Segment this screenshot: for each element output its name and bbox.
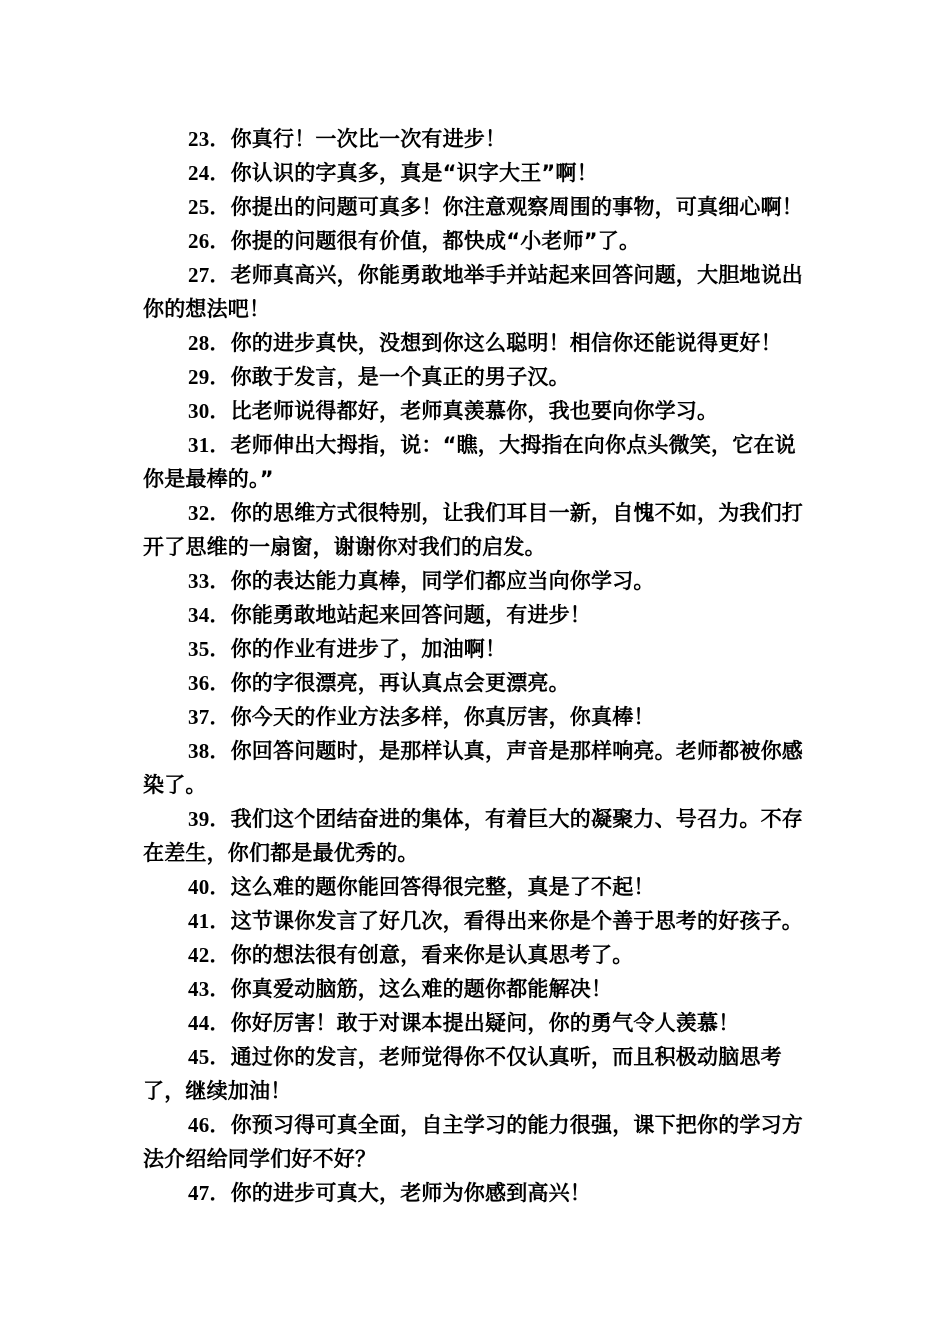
paragraph-item — [143, 496, 813, 564]
item-text: 你能勇敢地站起来回答问题，有进步！ — [230, 603, 592, 627]
item-number: 23． — [188, 127, 231, 151]
item-text: 通过你的发言，老师觉得你不仅认真听，而且积极动脑思考了，继续加油！ — [143, 1045, 782, 1103]
paragraph-item — [143, 700, 813, 734]
item-number: 32． — [188, 501, 231, 525]
item-number: 41． — [188, 909, 231, 933]
item-text: 你提出的问题可真多！你注意观察周围的事物，可真细心啊！ — [230, 195, 804, 219]
item-text: 比老师说得都好，老师真羡慕你，我也要向你学习。 — [230, 399, 719, 423]
item-number: 34． — [188, 603, 231, 627]
item-text: 你的表达能力真棒，同学们都应当向你学习。 — [230, 569, 655, 593]
item-text: 你预习得可真全面，自主学习的能力很强，课下把你的学习方法介绍给同学们好不好？ — [143, 1113, 804, 1171]
paragraph-item — [143, 1176, 813, 1210]
paragraph-item — [143, 156, 813, 190]
item-text: 你提的问题很有价值，都快成“小老师”了。 — [230, 229, 641, 253]
item-number: 40． — [188, 875, 231, 899]
paragraph-item — [143, 632, 813, 666]
paragraph-item — [143, 1006, 813, 1040]
item-text: 我们这个团结奋进的集体，有着巨大的凝聚力、号召力。不存在差生，你们都是最优秀的。 — [143, 807, 804, 865]
paragraph-item — [143, 938, 813, 972]
item-text: 你真行！一次比一次有进步！ — [230, 127, 507, 151]
item-number: 27． — [188, 263, 231, 287]
item-text: 这节课你发言了好几次，看得出来你是个善于思考的好孩子。 — [230, 909, 804, 933]
item-text: 你真爱动脑筋，这么难的题你都能解决！ — [230, 977, 613, 1001]
item-number: 44． — [188, 1011, 231, 1035]
item-text: 这么难的题你能回答得很完整，真是了不起！ — [230, 875, 655, 899]
item-number: 28． — [188, 331, 231, 355]
item-number: 47． — [188, 1181, 231, 1205]
paragraph-item — [143, 802, 813, 870]
item-text: 你敢于发言，是一个真正的男子汉。 — [230, 365, 570, 389]
item-number: 33． — [188, 569, 231, 593]
paragraph-item — [143, 360, 813, 394]
paragraph-item — [143, 224, 813, 258]
item-text: 老师伸出大拇指，说：“瞧，大拇指在向你点头微笑，它在说你是最棒的。” — [143, 433, 796, 491]
item-number: 24． — [188, 161, 231, 185]
item-text: 你的字很漂亮，再认真点会更漂亮。 — [230, 671, 570, 695]
item-number: 26． — [188, 229, 231, 253]
item-number: 42． — [188, 943, 231, 967]
item-text: 你的进步真快，没想到你这么聪明！相信你还能说得更好！ — [230, 331, 782, 355]
paragraph-item — [143, 598, 813, 632]
document-body — [143, 122, 813, 1210]
paragraph-item — [143, 972, 813, 1006]
paragraph-item — [143, 428, 813, 496]
item-text: 你的思维方式很特别，让我们耳目一新，自愧不如，为我们打开了思维的一扇窗，谢谢你对我们的启发。 — [143, 501, 804, 559]
item-number: 45． — [188, 1045, 231, 1069]
item-text: 老师真高兴，你能勇敢地举手并站起来回答问题，大胆地说出你的想法吧！ — [143, 263, 804, 321]
paragraph-item — [143, 1040, 813, 1108]
paragraph-item — [143, 190, 813, 224]
paragraph-item — [143, 734, 813, 802]
item-number: 30． — [188, 399, 231, 423]
item-number: 31． — [188, 433, 231, 457]
paragraph-item — [143, 870, 813, 904]
item-text: 你好厉害！敢于对课本提出疑问，你的勇气令人羡慕！ — [230, 1011, 740, 1035]
paragraph-item — [143, 394, 813, 428]
paragraph-item — [143, 122, 813, 156]
item-text: 你今天的作业方法多样，你真厉害，你真棒！ — [230, 705, 655, 729]
item-text: 你回答问题时，是那样认真，声音是那样响亮。老师都被你感染了。 — [143, 739, 804, 797]
paragraph-item — [143, 326, 813, 360]
paragraph-item — [143, 258, 813, 326]
paragraph-item — [143, 564, 813, 598]
item-text: 你认识的字真多，真是“识字大王”啊！ — [230, 161, 598, 185]
paragraph-item — [143, 1108, 813, 1176]
item-number: 36． — [188, 671, 231, 695]
paragraph-item — [143, 904, 813, 938]
item-text: 你的进步可真大，老师为你感到高兴！ — [230, 1181, 592, 1205]
item-text: 你的想法很有创意，看来你是认真思考了。 — [230, 943, 634, 967]
paragraph-item — [143, 666, 813, 700]
item-number: 25． — [188, 195, 231, 219]
item-number: 35． — [188, 637, 231, 661]
item-text: 你的作业有进步了，加油啊！ — [230, 637, 507, 661]
item-number: 43． — [188, 977, 231, 1001]
item-number: 29． — [188, 365, 231, 389]
item-number: 37． — [188, 705, 231, 729]
item-number: 46． — [188, 1113, 231, 1137]
item-number: 38． — [188, 739, 231, 763]
item-number: 39． — [188, 807, 231, 831]
